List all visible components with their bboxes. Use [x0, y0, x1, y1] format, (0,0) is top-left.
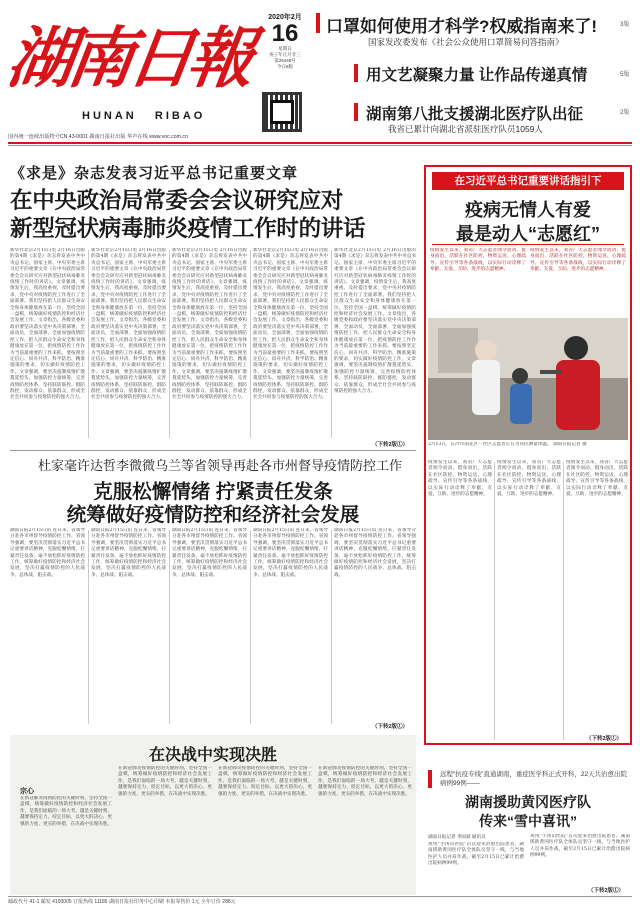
feature-intro-col: 疫情发生以来，我省广大志愿者闻令而动、挺身而出，活跃在社区防控、物资运送、心理疏导、宣传引导等各条战线，以实际行动诠释了奉献、友爱、互助、进步的志愿精神。 [430, 248, 526, 273]
lead-kicker: 《求是》杂志发表习近平总书记重要文章 [10, 165, 299, 182]
story2-body-col: 湖南日报2月15日讯 连日来，省领导分赴各市州督导疫情防控工作。省领导强调，要坚决贯彻落实习近平总书记重要讲话精神，克服松懈情绪，拧紧责任发条，毫不放松抓好疫情防控工作，统筹做好疫情防控和经济社会发展，坚决打赢疫情防控的人民战争、总体战、阻击战。 [172, 528, 247, 578]
bottom-right-headline-line2[interactable]: 传来“雪中喜讯” [479, 813, 577, 829]
teaser-page: 5版 [620, 72, 630, 78]
weekday: 星期日 [278, 46, 292, 51]
commentary-body-col: 在新冠肺炎疫情防控的关键时刻，坚持全国一盘棋，统筹做好疫情防控和经济社会发展工作，是我们面临的一场大考。越是关键时刻，越要保持定力、咬定目标，以更大的决心、更强的力度、更实的举措，在决战中实现决胜。 [118, 766, 212, 797]
newspaper-logo: 湖南日報 [2, 19, 254, 97]
bottom-right-kicker: 远程“抗疫专线”直通湖南，重症医学科正式开科，22天共治愈出院病例99例—— [440, 771, 628, 787]
section-rule [10, 450, 416, 451]
commentary-body-col: 在新冠肺炎疫情防控的关键时刻，坚持全国一盘棋，统筹做好疫情防控和经济社会发展工作，是我们面临的一场大考。越是关键时刻，越要保持定力、咬定目标，以更大的决心、更强的力度、更实的举措，在决战中实现决胜。 [218, 766, 312, 797]
bottom-right-body-col: 黄冈“小汤山医院”首次迎来治愈出院患者。湖南援助黄冈医疗队全体队员坚守一线，与当地医护人员并肩作战，截至2月15日已累计治愈出院病例99例。 [530, 834, 630, 859]
feature-headline-line2[interactable]: 最是动人“志愿红” [456, 224, 600, 244]
feature-body-col: 疫情发生以来，我省广大志愿者闻令而动、挺身而出，活跃在社区防控、物资运送、心理疏导、宣传引导等各条战线，以实际行动诠释了奉献、友爱、互助、进步的志愿精神。 [428, 460, 492, 498]
masthead-rule [8, 142, 632, 144]
feature-intro-col: 疫情发生以来，我省广大志愿者闻令而动、挺身而出，活跃在社区防控、物资运送、心理疏导、宣传引导等各条战线，以实际行动诠释了奉献、友爱、互助、进步的志愿精神。 [530, 248, 626, 273]
lead-body-col: 新华社北京2月15日电 2月16日出版的第4期《求是》杂志将发表中共中央总书记、国家主席、中央军委主席习近平的重要文章《在中央政治局常委会会议研究应对新型冠状病毒肺炎疫情工作时的讲话》。文章强调，疫情发生后，我高度重视，及时提出要求，党中央对疫情防控工作进行了全面部署。我们坚持把人民群众生命安全和身体健康放在第一位，坚持全国一盘棋，统筹做好疫情防控和经济社会发展工作。文章指出，各级党委和政府要坚决落实党中央决策部署，全面动员，全面部署，全面加强疫情防控工作，把人民群众生命安全和身体健康放在第一位，把疫情防控工作作为当前最重要的工作来抓。要按照坚定信心、同舟共济、科学防治、精准施策的要求，切实做好疫情防控工作。文章强调，要坚决遏制疫情扩散蔓延势头，加强防控力量统筹，完善疫情防控体系，坚持联防联控、群防群控，发动群众、依靠群众，形成全社会共同参与疫情防控的强大合力。 [253, 248, 328, 401]
teaser-subtitle: 我省已累计向湖北省派驻医疗队员1059人 [388, 124, 543, 134]
lead-headline-line2[interactable]: 新型冠状病毒肺炎疫情工作时的讲话 [10, 216, 366, 241]
teaser-title[interactable]: 口罩如何使用才科学?权威指南来了! [326, 17, 598, 36]
edition-line: 国内统一连续出版物号CN 43-0001 湖南日报社出版 华声在线 www.voc.com.cn [8, 134, 188, 140]
feature-body-col: 疫情发生以来，我省广大志愿者闻令而动、挺身而出，活跃在社区防控、物资运送、心理疏导、宣传引导等各条战线，以实际行动诠释了奉献、友爱、互助、进步的志愿精神。 [497, 460, 561, 498]
story2-body-col: 湖南日报2月15日讯 连日来，省领导分赴各市州督导疫情防控工作。省领导强调，要坚决贯彻落实习近平总书记重要讲话精神，克服松懈情绪，拧紧责任发条，毫不放松抓好疫情防控工作，统筹做好疫情防控和经济社会发展，坚决打赢疫情防控的人民战争、总体战、阻击战。 [334, 528, 416, 578]
feature-header: 在习近平总书记重要讲话指引下 [432, 172, 624, 190]
masthead-rule-thin [8, 145, 632, 146]
commentary-body-col: 在新冠肺炎疫情防控的关键时刻，坚持全国一盘棋，统筹做好疫情防控和经济社会发展工作，是我们面临的一场大考。越是关键时刻，越要保持定力、咬定目标，以更大的决心、更强的力度、更实的举措，在决战中实现决胜。 [318, 766, 412, 797]
lead-body-col: 新华社北京2月15日电 2月16日出版的第4期《求是》杂志将发表中共中央总书记、国家主席、中央军委主席习近平的重要文章《在中央政治局常委会会议研究应对新型冠状病毒肺炎疫情工作时的讲话》。文章强调，疫情发生后，我高度重视，及时提出要求，党中央对疫情防控工作进行了全面部署。我们坚持把人民群众生命安全和身体健康放在第一位，坚持全国一盘棋，统筹做好疫情防控和经济社会发展工作。文章指出，各级党委和政府要坚决落实党中央决策部署，全面动员，全面部署，全面加强疫情防控工作，把人民群众生命安全和身体健康放在第一位，把疫情防控工作作为当前最重要的工作来抓。要按照坚定信心、同舟共济、科学防治、精准施策的要求，切实做好疫情防控工作。文章强调，要坚决遏制疫情扩散蔓延势头，加强防控力量统筹，完善疫情防控体系，坚持联防联控、群防群控，发动群众、依靠群众，形成全社会共同参与疫情防控的强大合力。 [334, 248, 416, 394]
footer-rule [8, 896, 632, 897]
lead-headline-line1[interactable]: 在中央政治局常委会会议研究应对 [10, 188, 344, 213]
teaser-title[interactable]: 湖南第八批支援湖北医疗队出征 [366, 106, 584, 123]
story2-body-col: 湖南日报2月15日讯 连日来，省领导分赴各市州督导疫情防控工作。省领导强调，要坚决贯彻落实习近平总书记重要讲话精神，克服松懈情绪，拧紧责任发条，毫不放松抓好疫情防控工作，统筹做好疫情防控和经济社会发展，坚决打赢疫情防控的人民战争、总体战、阻击战。 [10, 528, 85, 578]
photo-caption: 2月13日，长沙市雨花区一社区志愿者正在为居民测量体温。 湖南日报记者 摄 [428, 442, 587, 447]
continued-note: （下转2版①） [588, 888, 625, 894]
feature-rule [432, 244, 624, 245]
photo-illustration [428, 318, 628, 440]
page-count: 今日8版 [276, 64, 293, 69]
continued-note: （下转2版①） [586, 736, 623, 742]
lead-body-col: 新华社北京2月15日电 2月16日出版的第4期《求是》杂志将发表中共中央总书记、国家主席、中央军委主席习近平的重要文章《在中央政治局常委会会议研究应对新型冠状病毒肺炎疫情工作时的讲话》。文章强调，疫情发生后，我高度重视，及时提出要求，党中央对疫情防控工作进行了全面部署。我们坚持把人民群众生命安全和身体健康放在第一位，坚持全国一盘棋，统筹做好疫情防控和经济社会发展工作。文章指出，各级党委和政府要坚决落实党中央决策部署，全面动员，全面部署，全面加强疫情防控工作，把人民群众生命安全和身体健康放在第一位，把疫情防控工作作为当前最重要的工作来抓。要按照坚定信心、同舟共济、科学防治、精准施策的要求，切实做好疫情防控工作。文章强调，要坚决遏制疫情扩散蔓延势头，加强防控力量统筹，完善疫情防控体系，坚持联防联控、群防群控，发动群众、依靠群众，形成全社会共同参与疫情防控的强大合力。 [91, 248, 166, 401]
qr-code-center [270, 100, 294, 124]
teaser-marker [316, 13, 320, 33]
commentary-author: 宗心 [20, 788, 34, 795]
pinyin-right: RIBAO [154, 110, 206, 122]
commentary-body-col: 在新冠肺炎疫情防控的关键时刻，坚持全国一盘棋，统筹做好疫情防控和经济社会发展工作，是我们面临的一场大考。越是关键时刻，越要保持定力、咬定目标，以更大的决心、更强的力度、更实的举措，在决战中实现决胜。 [20, 796, 112, 827]
teaser-title[interactable]: 用文艺凝聚力量 让作品传递真情 [366, 67, 588, 84]
continued-note: （下转2版①） [372, 442, 409, 448]
lead-body-col: 新华社北京2月15日电 2月16日出版的第4期《求是》杂志将发表中共中央总书记、国家主席、中央军委主席习近平的重要文章《在中央政治局常委会会议研究应对新型冠状病毒肺炎疫情工作时的讲话》。文章强调，疫情发生后，我高度重视，及时提出要求，党中央对疫情防控工作进行了全面部署。我们坚持把人民群众生命安全和身体健康放在第一位，坚持全国一盘棋，统筹做好疫情防控和经济社会发展工作。文章指出，各级党委和政府要坚决落实党中央决策部署，全面动员，全面部署，全面加强疫情防控工作，把人民群众生命安全和身体健康放在第一位，把疫情防控工作作为当前最重要的工作来抓。要按照坚定信心、同舟共济、科学防治、精准施策的要求，切实做好疫情防控工作。文章强调，要坚决遏制疫情扩散蔓延势头，加强防控力量统筹，完善疫情防控体系，坚持联防联控、群防群控，发动群众、依靠群众，形成全社会共同参与疫情防控的强大合力。 [172, 248, 247, 401]
teaser-page: 2版 [620, 110, 630, 116]
footer-info: 邮政代号 41-1 邮发 4100005 订报热线 11185 湖南日报社印务中心印刷 本报零售价 1元 全年订价 288元 [8, 899, 236, 905]
teaser-subtitle: 国家发改委发布《社会公众使用口罩简易问答指南》 [368, 37, 564, 47]
story2-body-col: 湖南日报2月15日讯 连日来，省领导分赴各市州督导疫情防控工作。省领导强调，要坚决贯彻落实习近平总书记重要讲话精神，克服松懈情绪，拧紧责任发条，毫不放松抓好疫情防控工作，统筹做好疫情防控和经济社会发展，坚决打赢疫情防控的人民战争、总体战、阻击战。 [91, 528, 166, 578]
feature-headline-line1[interactable]: 疫病无情人有爱 [465, 200, 591, 220]
commentary-title[interactable]: 在决战中实现决胜 [148, 747, 277, 764]
bottom-right-body-col: 黄冈“小汤山医院”首次迎来治愈出院患者。湖南援助黄冈医疗队全体队员坚守一线，与当地医护人员并肩作战，截至2月15日已累计治愈出院病例99例。 [428, 842, 524, 867]
story2-kicker: 杜家毫许达哲李微微乌兰等省领导再赴各市州督导疫情防控工作 [37, 458, 402, 473]
lead-body-col: 新华社北京2月15日电 2月16日出版的第4期《求是》杂志将发表中共中央总书记、国家主席、中央军委主席习近平的重要文章《在中央政治局常委会会议研究应对新型冠状病毒肺炎疫情工作时的讲话》。文章强调，疫情发生后，我高度重视，及时提出要求，党中央对疫情防控工作进行了全面部署。我们坚持把人民群众生命安全和身体健康放在第一位，坚持全国一盘棋，统筹做好疫情防控和经济社会发展工作。文章指出，各级党委和政府要坚决落实党中央决策部署，全面动员，全面部署，全面加强疫情防控工作，把人民群众生命安全和身体健康放在第一位，把疫情防控工作作为当前最重要的工作来抓。要按照坚定信心、同舟共济、科学防治、精准施策的要求，切实做好疫情防控工作。文章强调，要坚决遏制疫情扩散蔓延势头，加强防控力量统筹，完善疫情防控体系，坚持联防联控、群防群控，发动群众、依靠群众，形成全社会共同参与疫情防控的强大合力。 [10, 248, 85, 401]
date-day: 16 [271, 20, 299, 47]
story2-headline-line1[interactable]: 克服松懈情绪 拧紧责任发条 [93, 481, 333, 503]
logo-pinyin [82, 110, 206, 122]
teaser-marker [354, 64, 358, 82]
lunar-date: 庚子年正月廿三 [269, 52, 301, 57]
date-year: 2020年2月 [268, 14, 302, 21]
feature-body-col: 疫情发生以来，我省广大志愿者闻令而动、挺身而出，活跃在社区防控、物资运送、心理疏导、宣传引导等各条战线，以实际行动诠释了奉献、友爱、互助、进步的志愿精神。 [566, 460, 628, 498]
story2-headline-line2[interactable]: 统筹做好疫情防控和经济社会发展 [66, 504, 360, 526]
continued-note: （下转2版①） [372, 724, 409, 730]
teaser-page: 3版 [620, 22, 630, 28]
issue-number: 第25448号 [274, 58, 296, 63]
byline: 湖南日报记者 李国斌 通讯员 [428, 834, 486, 839]
date-box [262, 12, 308, 70]
teaser-marker [354, 103, 358, 121]
bottom-right-headline-line1[interactable]: 湖南援助黄冈医疗队 [465, 794, 591, 810]
story2-body-col: 湖南日报2月15日讯 连日来，省领导分赴各市州督导疫情防控工作。省领导强调，要坚决贯彻落实习近平总书记重要讲话精神，克服松懈情绪，拧紧责任发条，毫不放松抓好疫情防控工作，统筹做好疫情防控和经济社会发展，坚决打赢疫情防控的人民战争、总体战、阻击战。 [253, 528, 328, 578]
pinyin-left: HUNAN [82, 110, 137, 122]
story-marker [428, 770, 432, 788]
feature-photo [428, 318, 628, 440]
